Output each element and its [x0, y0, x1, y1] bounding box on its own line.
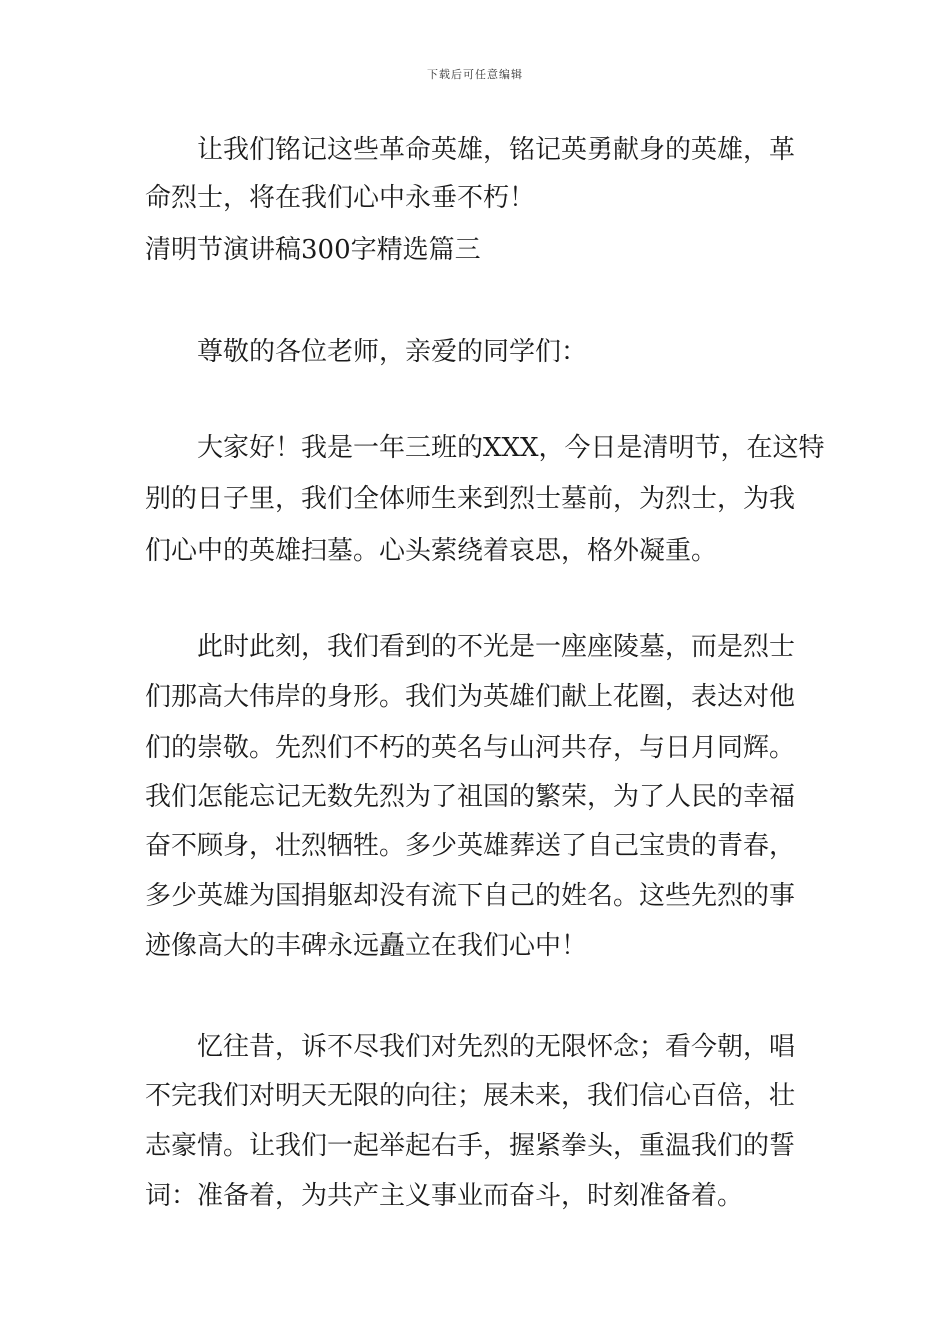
- header-note: 下载后可任意编辑: [427, 68, 523, 81]
- text-line: 们心中的英雄扫墓。心头萦绕着哀思，格外凝重。: [145, 536, 718, 566]
- text-line: 词：准备着，为共产主义事业而奋斗，时刻准备着。: [145, 1181, 744, 1211]
- text-line: 让我们铭记这些革命英雄，铭记英勇献身的英雄，革: [197, 135, 796, 165]
- text-line: 们的崇敬。先烈们不朽的英名与山河共存，与日月同辉。: [145, 733, 796, 763]
- text-line: 忆往昔，诉不尽我们对先烈的无限怀念；看今朝，唱: [197, 1032, 796, 1062]
- text-line: 不完我们对明天无限的向往；展未来，我们信心百倍，壮: [145, 1081, 796, 1111]
- text-line: 志豪情。让我们一起举起右手，握紧拳头，重温我们的誓: [145, 1131, 796, 1161]
- text-line: 尊敬的各位老师，亲爱的同学们：: [197, 337, 588, 367]
- text-line: 多少英雄为国捐躯却没有流下自己的姓名。这些先烈的事: [145, 881, 796, 911]
- text-line: 大家好！我是一年三班的XXX，今日是清明节，在这特: [197, 433, 825, 463]
- text-line: 此时此刻，我们看到的不光是一座座陵墓，而是烈士: [197, 632, 796, 662]
- text-line: 迹像高大的丰碑永远矗立在我们心中！: [145, 931, 588, 961]
- section-heading: 清明节演讲稿300字精选篇三: [145, 235, 481, 265]
- text-line: 我们怎能忘记无数先烈为了祖国的繁荣，为了人民的幸福: [145, 782, 796, 812]
- text-line: 命烈士，将在我们心中永垂不朽！: [145, 183, 536, 213]
- text-line: 们那高大伟岸的身形。我们为英雄们献上花圈，表达对他: [145, 682, 796, 712]
- text-line: 别的日子里，我们全体师生来到烈士墓前，为烈士，为我: [145, 484, 796, 514]
- text-line: 奋不顾身，壮烈牺牲。多少英雄葬送了自己宝贵的青春，: [145, 831, 796, 861]
